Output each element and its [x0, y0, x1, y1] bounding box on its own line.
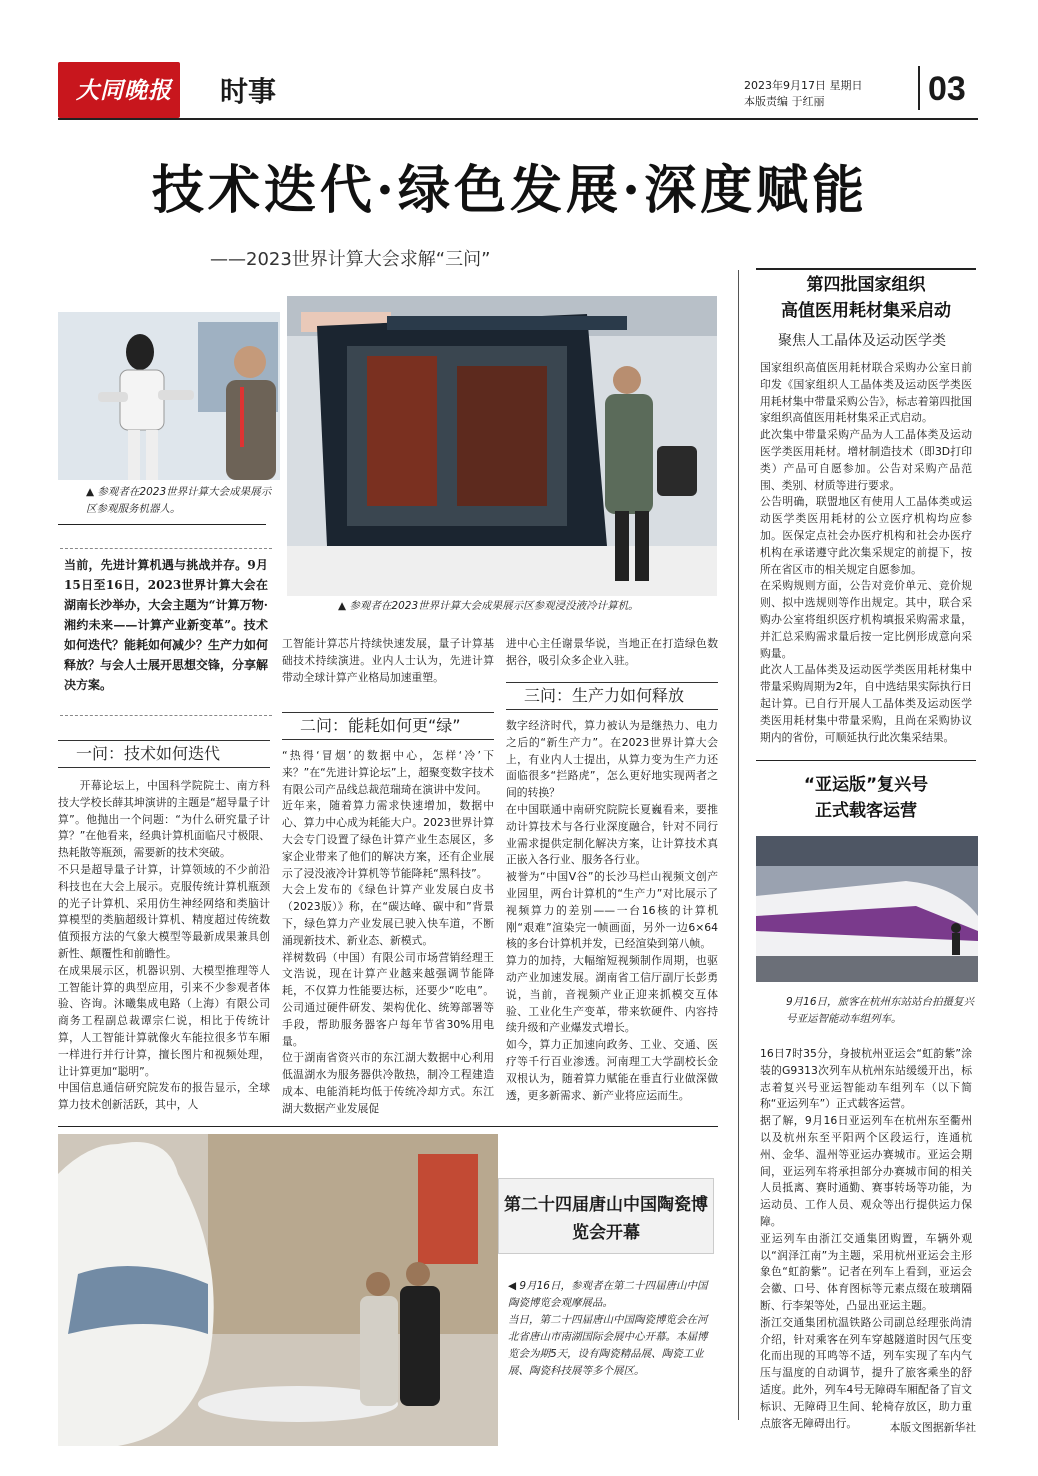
sidebar-top-rule: [756, 268, 976, 270]
issue-date: 2023年9月17日 星期日 本版责编 于红丽: [744, 79, 863, 108]
robot-caption: ▲ 参观者在2023世界计算大会成果展示区参观服务机器人。: [86, 486, 272, 515]
liquid-cooling-photo: [287, 296, 717, 596]
column-2-text: “热得‘冒烟’的数据中心，怎样‘冷’下来？”在“先进计算论坛”上，超聚变数字技术有限公司产品线总裁范瑞琦在演讲中发问。 近年来，随着算力需求快速增加，数据中心、算力中心成为耗能大户。2023世界计算大会专门设置了绿色计算产业生态展区，多家企业带来了他们的解决方案，还有企业展示了浸没液冷计算机等节能降耗“黑科技”。 大会上发布的《绿色计算产业发展白皮书（2023版）》称，在“碳达峰、碳中和”背景下，绿色算力产业发展已驶入快车道，不断涌现新技术、新业态、新模式。 祥树数码（中国）有限公司市场营销经理王文浩说，现在计算产业越来越强调节能降耗，不仅算力性能要达标，还要少“吃电”。公司通过硬件研发、架构优化、统筹部署等手段，帮助服务器客户每年节省30%用电量。 位于湖南省资兴市的东江湖大数据中心利用低温湖水为服务器供冷散热，制冷工程建造成本、电能消耗均低于传统冷却方式。东江湖大数据产业发展促: [282, 749, 494, 1115]
caption-rule: [58, 524, 266, 525]
masthead-rule: [58, 118, 978, 120]
medical-text: 国家组织高值医用耗材联合采购办公室日前印发《国家组织人工晶体类及运动医学类医用耗材集中带量采购公告》，标志着第四批国家组织高值医用耗材集采正式启动。 此次集中带量采购产品为人工晶体类及运动医学类医用耗材。增材制造技术（即3D打印类）产品可自愿参加。公告对采购产品范围、类别、材质等进行要求。 公告明确，联盟地区有使用人工晶体类或运动医学类医用耗材的公立医疗机构均应参加。医保定点社会办医疗机构和社会办医疗机构在承诺遵守此次集采规定的前提下，按所在省区市的相关规定自愿参加。 在采购规则方面，公告对竞价单元、竞价规则、拟中选规则等作出规定。其中，联合采购办公室将组织医疗机构填报采购需求量，并汇总采购需求量后按一定比例形成意向采购量。 此次人工晶体类及运动医学类医用耗材集中带量采购周期为2年，自中选结果实际执行日起计算。已自行开展人工晶体类及运动医学类医用耗材集中带量采购，且尚在采购协议期内的省份，可顺延执行此次集采结果。: [760, 361, 973, 744]
page-number-divider: [918, 66, 920, 110]
medical-subheadline: 聚焦人工晶体及运动医学类: [778, 333, 946, 349]
bottom-story-rule: [58, 1126, 718, 1127]
train-text: 16日7时35分，身披杭州亚运会“虹韵紫”涂装的G9313次列车从杭州东站缓缓开出，标志着复兴号亚运智能动车组列车（以下简称“亚运列车”）正式载客运营。 据了解，9月16日亚运列车在杭州东至衢州以及杭州东至平阳两个区段运行，连通杭州、金华、温州等亚运办赛城市。亚运会期间，亚运列车将承担部分办赛城市间的相关人员抵离、赛时通勤、赛事转场等功能，为运动员、工作人员、观众等出行提供运力保障。 亚运列车由浙江交通集团购置，车辆外观以“润泽江南”为主题，采用杭州亚运会主形象色“虹韵紫”。记者在列车上看到，亚运会会徽、口号、体育图标等元素点缀在玻璃隔断、行李架等处，凸显出亚运主题。 浙江交通集团杭温铁路公司副总经理张尚清介绍，针对乘客在列车穿越隧道时因气压变化而出现的耳鸣等不适，列车实现了车内气压与温度的自动调节，提升了旅客乘坐的舒适度。此外，列车4号无障碍车厢配备了盲文标识、无障碍卫生间、轮椅存放区，助力重点旅客无障碍出行。: [760, 1047, 973, 1430]
train-illustration: [756, 836, 978, 982]
server-caption: ▲ 参观者在2023世界计算大会成果展示区参观浸没液冷计算机。: [338, 600, 639, 612]
server-illustration: [287, 296, 717, 596]
page-credit: 本版文图据新华社: [889, 1421, 976, 1434]
ceramic-headline: 第二十四届唐山中国陶瓷博览会开幕: [498, 1178, 714, 1254]
train-headline: “亚运版”复兴号 正式载客运营: [803, 775, 929, 821]
page-number: 03: [928, 70, 966, 108]
robot-photo: [58, 312, 280, 480]
train-photo: [756, 836, 978, 982]
sidebar-divider: [738, 270, 739, 1420]
section-name: 时事: [220, 75, 277, 108]
ceramic-photo: [58, 1134, 498, 1446]
subhead-q3: 三问：生产力如何释放: [506, 682, 718, 710]
main-subtitle: ——2023世界计算大会求解“三问”: [210, 249, 491, 270]
medical-headline: 第四批国家组织 高值医用耗材集采启动: [781, 275, 951, 321]
column-2-top-text: 工智能计算芯片持续快速发展，量子计算基础技术持续演进。业内人士认为，先进计算带动全球计算产业格局加速重塑。: [282, 637, 494, 684]
column-1-text: 开幕论坛上，中国科学院院士、南方科技大学校长薛其坤演讲的主题是“超导量子计算”。他抛出一个问题：“为什么研究量子计算？”在他看来，经典计算机面临尺寸极限、热耗散等瓶颈，需要新的技术突破。 不只是超导量子计算，计算领域的不少前沿科技也在大会上展示。克服传统计算机瓶颈的光子计算机、采用仿生神经网络和类脑计算模型的类脑超级计算机、精度超过传统数值预报方法的气象大模型等最新成果兼具创新性、颠覆性和前瞻性。 在成果展示区，机器识别、大模型推理等人工智能计算的典型应用，引来不少参观者体验、咨询。沐曦集成电路（上海）有限公司商务工程副总裁谭宗仁说，相比于传统计算，人工智能计算就像火车能拉很多节车厢一样进行并行计算，擅长图片和视频处理，让计算更加“聪明”。 中国信息通信研究院发布的报告显示，全球算力技术创新活跃，其中，人: [58, 779, 270, 1112]
subhead-q1: 一问：技术如何迭代: [58, 740, 270, 768]
column-3-top-text: 进中心主任谢景华说，当地正在打造绿色数据谷，吸引众多企业入驻。: [506, 637, 718, 667]
robot-illustration: [58, 312, 280, 480]
sidebar-mid-rule: [756, 760, 976, 761]
column-3-text: 数字经济时代，算力被认为是继热力、电力之后的“新生产力”。在2023世界计算大会上，有业内人士提出，从算力变为生产力还面临很多“拦路虎”，怎么更好地实现两者之间的转换？ 在中国联通中南研究院院长夏巍看来，要推动计算技术与各行业深度融合，针对不同行业需求提供定制化解决方案，让计算技术真正嵌入各行业、服务各行业。 被誉为“中国V谷”的长沙马栏山视频文创产业园里，两台计算机的“生产力”对比展示了视频算力的差别——一台16核的计算机刚“艰难”渲染完一帧画面，另外一边6×64核的多台计算机并发，已经渲染到第八帧。 算力的加持，大幅缩短视频制作周期，也驱动产业加速发展。湖南省工信厅副厅长彭勇说，当前，音视频产业正迎来抓模交互体验、工业化生产变革，带来软硬件、内容持续升级和产业爆发式增长。 如今，算力正加速向政务、工业、交通、医疗等千行百业渗透。河南理工大学副校长金双根认为，随着算力赋能在垂直行业做深做透，更多新需求、新产业将应运而生。: [506, 719, 718, 1102]
ceramic-illustration: [58, 1134, 498, 1446]
train-caption: 9月16日，旅客在杭州东站站台拍摄复兴号亚运智能动车组列车。: [786, 996, 975, 1025]
subhead-q2: 二问：能耗如何更“绿”: [282, 712, 494, 740]
main-headline: 技术迭代·绿色发展·深度赋能: [151, 160, 869, 221]
ceramic-caption: ◀ 9月16日，参观者在第二十四届唐山中国陶瓷博览会观摩展品。 当日，第二十四届唐山中国陶瓷博览会在河北省唐山市南湖国际会展中心开幕。本届博览会为期5天，设有陶瓷精品展、陶瓷工业展、陶瓷科技展等多个展区。: [508, 1280, 708, 1377]
paper-logo-text: 大同晚报: [76, 77, 172, 104]
lead-paragraph: 当前，先进计算机遇与挑战并存。9月15日至16日，2023世界计算大会在湖南长沙举办，大会主题为“计算万物·湘约未来——计算产业新变革”。技术如何迭代？能耗如何减少？生产力如何释放？与会人士展开思想交锋，分享解决方案。: [60, 548, 272, 716]
